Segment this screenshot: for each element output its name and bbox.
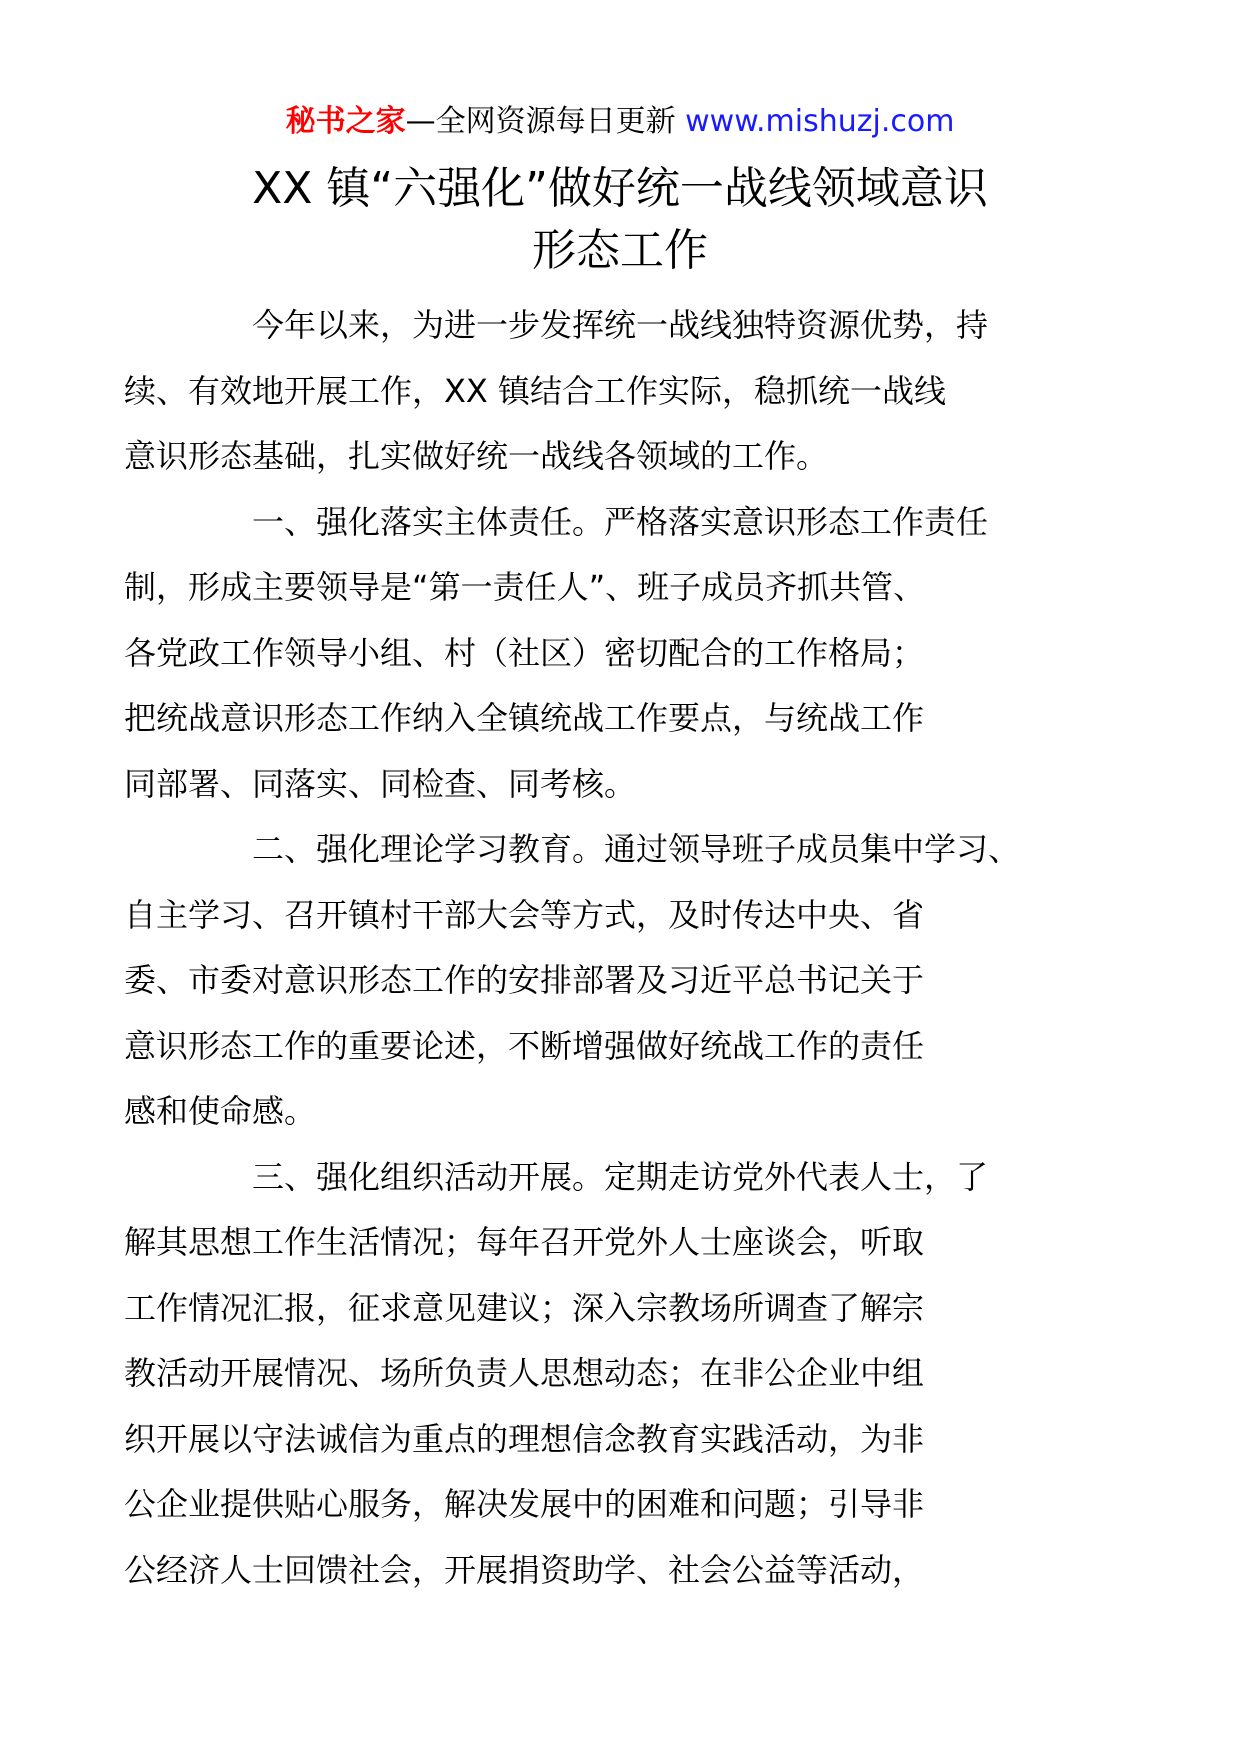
paragraph-section-1 — [124, 490, 1040, 818]
paragraph-line: 感和使命感。 — [124, 1092, 317, 1130]
paragraph-line: 意识形态工作的重要论述，不断增强做好统战工作的责任 — [124, 1026, 925, 1065]
paragraph-line: 今年以来，为进一步发挥统一战线独特资源优势，持 — [252, 306, 989, 344]
paragraph-line: 续、有效地开展工作，XX 镇结合工作实际，稳抓统一战线 — [124, 371, 947, 410]
document-body — [124, 293, 1040, 1603]
paragraph-line: 一、强化落实主体责任。严格落实意识形态工作责任 — [252, 502, 989, 541]
paragraph-line: 解其思想工作生活情况；每年召开党外人士座谈会，听取 — [124, 1223, 925, 1261]
document-title-line: XX 镇“六强化”做好统一战线领域意识 — [252, 163, 988, 214]
header-brand: 秘书之家 — [285, 104, 406, 139]
paragraph-line: 公企业提供贴心服务，解决发展中的困难和问题；引导非 — [124, 1485, 925, 1523]
paragraph-line: 委、市委对意识形态工作的安排部署及习近平总书记关于 — [124, 961, 925, 999]
paragraph-line: 工作情况汇报，征求意见建议；深入宗教场所调查了解宗 — [124, 1288, 925, 1327]
paragraph-line: 二、强化理论学习教育。通过领导班子成员集中学习、 — [252, 830, 1021, 868]
paragraph-section-3 — [124, 1145, 1040, 1604]
header-url-link[interactable]: www.mishuzj.com — [685, 104, 955, 139]
paragraph-intro — [124, 293, 1040, 490]
paragraph-line: 三、强化组织活动开展。定期走访党外代表人士，了 — [252, 1157, 989, 1196]
paragraph-line: 把统战意识形态工作纳入全镇统战工作要点，与统战工作 — [124, 699, 925, 737]
paragraph-line: 自主学习、召开镇村干部大会等方式，及时传达中央、省 — [124, 895, 925, 934]
document-title-line: 形态工作 — [532, 225, 708, 276]
document-title — [150, 158, 1090, 282]
paragraph-line: 意识形态基础，扎实做好统一战线各领域的工作。 — [124, 437, 829, 475]
paragraph-line: 公经济人士回馈社会，开展捐资助学、社会公益等活动， — [124, 1550, 925, 1589]
paragraph-line: 制，形成主要领导是“第一责任人”、班子成员齐抓共管、 — [124, 568, 926, 606]
paragraph-line: 各党政工作领导小组、村（社区）密切配合的工作格局； — [124, 633, 925, 672]
paragraph-section-2 — [124, 817, 1040, 1145]
paragraph-line: 同部署、同落实、同检查、同考核。 — [124, 764, 637, 803]
paragraph-line: 教活动开展情况、场所负责人思想动态；在非公企业中组 — [124, 1354, 925, 1392]
header-slogan: —全网资源每日更新 — [405, 104, 686, 139]
paragraph-line: 织开展以守法诚信为重点的理想信念教育实践活动，为非 — [124, 1419, 925, 1458]
site-header — [0, 100, 1240, 144]
